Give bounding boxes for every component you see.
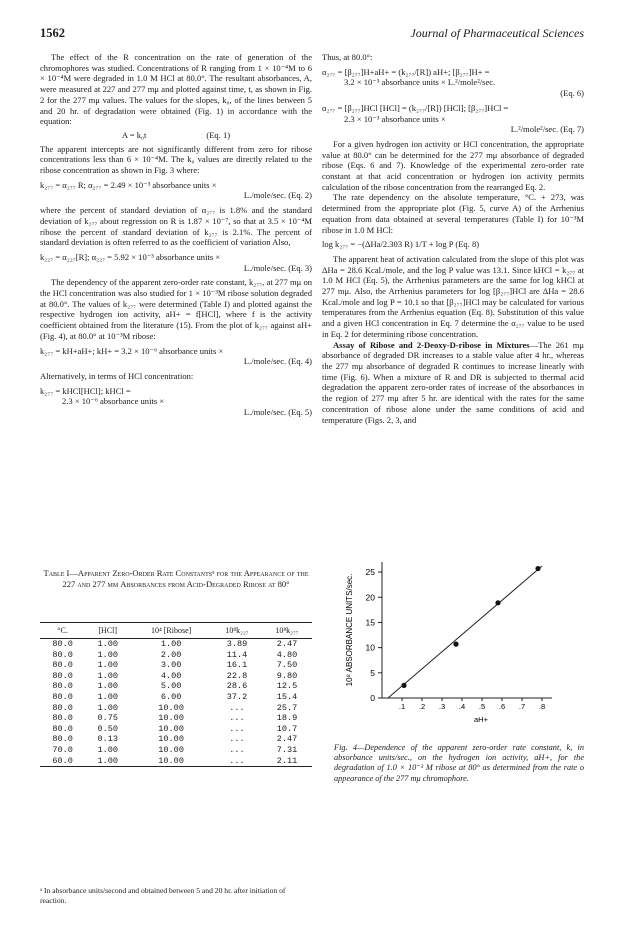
table-row (40, 734, 312, 745)
x-tick-label: .1 (398, 702, 406, 711)
table-cell: 80.0 (52, 639, 73, 649)
table-row (40, 639, 312, 650)
data-point (535, 566, 540, 571)
table-row (40, 756, 312, 767)
table-row (40, 713, 312, 724)
paragraph: The effect of the R concentration on the rate of generation of the chromophores was studied. Concentrations of R ranging from 1 × 10⁻⁴M to 6 × 10⁻⁴M were degraded in 1.0 M HCl at 80.0°. The resultant absorbances, A, were measured at 227 and 277 mμ and plotted against time, t, as shown in Fig. 2 for the 277 mμ values. The values for the slopes, k₀, of the lines between 5 and 20 hr. of degradation were obtained (Fig. 1) in accordance with the equation: (40, 52, 312, 127)
equation-7-number: L.²/mole²/sec. (Eq. 7) (510, 124, 584, 135)
section-paragraph (322, 340, 584, 426)
table-cell: 80.0 (52, 723, 73, 734)
table-caption: Table I—Apparent Zero-Order Rate Constantsᵃ for the Appearance of the 227 and 277 mμ Absorbances from Acid-Degraded Ribose at 80° (43, 568, 309, 589)
table-cell: 1.00 (97, 744, 118, 755)
table-cell: 2.47 (276, 734, 298, 745)
equation-5: k₂₇₇ = kHCl[HCl]; kHCl = (40, 385, 131, 396)
table-cell: 10.00 (158, 713, 184, 724)
equation-5-cont: 2.3 × 10⁻⁶ absorbance units × (62, 396, 165, 407)
table-row (40, 650, 312, 661)
table-cell: 10.00 (158, 734, 184, 745)
paragraph: The dependency of the apparent zero-order rate constant, k₂₇₇, at 277 mμ on the HCl concentration was also studied for 1 × 10⁻³M ribose solution degraded at 80.0°. The values of k₂₇₇ were determined (Table I) and plotted against the respective hydrogen ion activity, aH+ = f[HCl], where f is the activity coefficient obtained from the literature (15). From the plot of k₂₇₇ against aH+ (Fig. 4), at 80.0° at 10⁻³M ribose: (40, 277, 312, 341)
table-cell: 80.0 (52, 691, 73, 702)
x-tick-label: .7 (518, 702, 526, 711)
table-cell: 10.7 (276, 723, 298, 734)
table-cell: 80.0 (52, 670, 73, 681)
table-cell: 0.50 (97, 723, 118, 734)
x-tick-label: .2 (418, 702, 426, 711)
table-row (40, 681, 312, 692)
y-tick-label: 20 (365, 592, 375, 603)
table-cell: 10.00 (158, 702, 184, 713)
data-point (401, 683, 406, 688)
table-cell: ... (229, 713, 245, 724)
journal-title: Journal of Pharmaceutical Sciences (410, 26, 584, 40)
table-row (40, 703, 312, 714)
equation-2: k₂₇₇ = α₂₇₇ R; α₂₇₇ = 2.49 × 10⁻³ absorbance units × (40, 179, 217, 190)
table-cell: 1.00 (97, 681, 118, 692)
table-cell: 60.0 (40, 756, 85, 767)
equation-2-number: L./mole/sec. (Eq. 2) (243, 190, 312, 201)
equation-7: α₂₇₇ = [β₂₇₇]HCl [HCl] = (k₂₇₇/[R]) [HCl]; [β₂₇₇]HCl = (322, 102, 509, 113)
table-cell: ... (229, 744, 245, 755)
x-axis-label: aH+ (474, 715, 488, 724)
table-cell: 80.0 (52, 713, 73, 724)
table-cell: 18.9 (276, 713, 298, 724)
table-cell: ... (229, 734, 245, 745)
table-cell: 37.2 (226, 691, 248, 702)
table-cell: 3.00 (160, 660, 182, 671)
table-cell: 4.00 (160, 670, 182, 681)
table-cell: 1.00 (160, 639, 182, 649)
table-cell: 1.00 (97, 639, 118, 649)
table-cell: 10.00 (158, 723, 184, 734)
paragraph: The apparent heat of activation calculated from the slope of this plot was ΔHa = 28.6 Kcal./mole, and the log P value was 13.1. Since kHCl = k₂₇₇ at 1.0 M HCl (Eq. 5), the Arrhenius parameters are the same for log kHCl at 277 mμ. Also, the Arrhenius parameters for log [β₂₇₇]HCl are ΔHa = 28.6 Kcal./mole and log P = 10.1 so that [β₂₇₇]HCl may be calculated for various temperatures from the Arrhenius equation (Eq. 8). Substitution of this value and a given HCl concentration in Eq. 7 determine the α₂₇₇ value to be used in Eq. 2 for determining ribose concentration. (322, 253, 584, 339)
paragraph-text: —The 261 mμ absorbance of degraded DR increases to a stable value after 4 hr., whereas the 277 mμ absorbance of degraded R continues to increase linearly with time (Fig. 6). When a mixture of R and DR is subjected to thermal acid degradation the apparent zero-order rates of increase of the absorbances in the region of 277 mμ after 5 hr. are identical with the rates for the same concentration of ribose alone under the same conditions of acid and temperature (Figs. 2, 3, and (322, 339, 584, 425)
left-column (40, 52, 312, 418)
table-cell: ... (212, 756, 262, 767)
x-tick-label: .3 (438, 702, 446, 711)
equation-3: k₂₂₇ = α₂₂₇[R]; α₂₂₇ = 5.92 × 10⁻³ absorbance units × (40, 251, 221, 262)
equation-4: k₂₇₇ = kH+aH+; kH+ = 3.2 × 10⁻⁶ absorbance units × (40, 345, 224, 356)
equation-6-cont: 3.2 × 10⁻³ absorbance units × L.²/mole²/sec. (344, 77, 496, 88)
table-cell: 10.00 (130, 756, 212, 767)
table-cell: 80.0 (52, 660, 73, 671)
table-cell: 2.11 (262, 756, 312, 767)
column-header: [HCl] (85, 623, 130, 639)
paragraph: where the percent of standard deviation of α₂₇₇ is 1.8% and the standard deviation of k₂₇₇ about regression on R is 1.87 × 10⁻⁷, so that at 3.5 × 10⁻⁴M ribose the percent of standard deviation of k₂₇₇ is 2.1%. The percent of standard deviation is often referred to as the coefficient of variation Also, (40, 205, 312, 248)
table-cell: 4.80 (276, 649, 298, 660)
table-cell: ... (229, 702, 245, 713)
table-cell: 9.80 (276, 670, 298, 681)
regression-line (388, 566, 542, 698)
column-header: °C. (40, 623, 85, 639)
data-point (453, 642, 458, 647)
y-tick-label: 10 (365, 642, 375, 653)
table-cell: 2.00 (160, 649, 182, 660)
equation-6: α₂₇₇ = [β₂₇₇]H+aH+ = (k₂₇₇/[R]) aH+; [β₂₇₇]H+ = (322, 66, 490, 77)
table-cell: 10.00 (158, 744, 184, 755)
data-point (495, 600, 500, 605)
table-cell: 80.0 (52, 681, 73, 692)
table-cell: 16.1 (226, 660, 248, 671)
table-cell: 7.50 (276, 660, 298, 671)
equation-8: log k₂₇₇ = −(ΔHa/2.303 R) 1/T + log P (Eq. 8) (322, 239, 480, 250)
data-table (40, 622, 312, 767)
table-cell: 1.00 (97, 702, 118, 713)
column-header: 10⁸k₂₇₇ (262, 623, 312, 639)
table-row (40, 692, 312, 703)
paragraph: Thus, at 80.0°: (322, 52, 373, 62)
table-cell: 80.0 (52, 734, 73, 745)
y-axis-label: 10⁸ ABSORBANCE UNITS/sec. (345, 573, 354, 687)
paragraph: For a given hydrogen ion activity or HCl concentration, the appropriate value at 80.0° can be determined for the 277 mμ absorbance of degraded ribose (Eqs. 6 and 7). Knowledge of the experimental zero-order rate constant at that acid concentration or hydrogen ion activity permits calculation of the ribose concentration from the rearranged Eq. 2. (322, 138, 584, 192)
table-cell: 6.00 (160, 691, 182, 702)
table-body (40, 639, 312, 767)
y-tick-label: 5 (370, 667, 375, 678)
table-cell: 11.4 (226, 649, 248, 660)
equation-5-number: L./mole/sec. (Eq. 5) (243, 407, 312, 418)
page-number: 1562 (40, 26, 65, 40)
equation-4-number: L./mole/sec. (Eq. 4) (243, 356, 312, 367)
figure-4-chart (322, 550, 584, 730)
table-cell: 0.75 (97, 713, 118, 724)
equation-7-cont: 2.3 × 10⁻³ absorbance units × (344, 113, 446, 124)
equation-1 (40, 130, 312, 141)
table-cell: 70.0 (52, 744, 73, 755)
right-column (322, 52, 584, 425)
table-footnote: ᵃ In absorbance units/second and obtained between 5 and 20 hr. after initiation of reaction. (40, 886, 286, 905)
y-tick-label: 25 (365, 567, 375, 578)
x-tick-label: .5 (478, 702, 486, 711)
equation-6-number: (Eq. 6) (560, 88, 584, 99)
paragraph: The rate dependency on the absolute temperature, °C. + 273, was determined from the appropriate plot (Fig. 5, curve A) of the Arrhenius equation from data obtained at several temperatures (Table I) for 10⁻³M ribose in 1.0 M HCl: (322, 192, 584, 235)
table-cell: 80.0 (52, 649, 73, 660)
table-cell: 80.0 (52, 702, 73, 713)
table-cell: 1.00 (97, 670, 118, 681)
equation-3-number: L./mole/sec. (Eq. 3) (243, 262, 312, 273)
paragraph: Alternatively, in terms of HCl concentration: (40, 370, 194, 381)
figure-caption: Fig. 4—Dependence of the apparent zero-order rate constant, k, in absorbance units/sec., on the hydrogen ion activity, aH+, for the degradation of 1.0 × 10⁻³ M ribose at 80° as determined from the rate o appearance of the 277 mμ chromophore. (334, 743, 584, 783)
table-row (40, 671, 312, 682)
y-tick-label: 0 (370, 693, 375, 703)
column-header: 10⁴ [Ribose] (130, 623, 212, 639)
table-cell: 1.00 (97, 691, 118, 702)
equation-text: A = k₀t (121, 129, 147, 140)
table-cell: 7.31 (276, 744, 298, 755)
x-tick-label: .6 (498, 702, 506, 711)
table-cell: 0.13 (97, 734, 118, 745)
table-cell: 12.5 (276, 681, 298, 692)
table-row (40, 745, 312, 756)
y-tick-label: 15 (365, 617, 375, 628)
table-cell: 1.00 (97, 649, 118, 660)
paragraph: The apparent intercepts are not significantly different from zero for ribose concentrations less than 6 × 10⁻⁴M. The k₀ values are directly related to the ribose concentration as shown in Fig. 3 where: (40, 143, 312, 176)
table-row (40, 660, 312, 671)
table-cell: 22.8 (226, 670, 248, 681)
x-tick-label: .4 (458, 702, 466, 711)
table-row (40, 724, 312, 735)
table-cell: 28.6 (226, 681, 248, 692)
table-cell: 3.89 (226, 639, 248, 649)
table-cell: 25.7 (276, 702, 298, 713)
table-header-row (40, 623, 312, 639)
section-heading: Assay of Ribose and 2-Deoxy-D-ribose in Mixtures (333, 339, 530, 350)
table-cell: 1.00 (85, 756, 130, 767)
table-cell: 5.00 (160, 681, 182, 692)
column-header: 10⁸k₂₂₇ (212, 623, 262, 639)
table-cell: 15.4 (276, 691, 298, 702)
table-cell: ... (229, 723, 245, 734)
table-cell: 1.00 (97, 660, 118, 671)
x-tick-label: .8 (538, 702, 546, 711)
running-header (40, 26, 584, 42)
table-cell: 2.47 (276, 639, 298, 649)
equation-number: (Eq. 1) (206, 129, 231, 140)
